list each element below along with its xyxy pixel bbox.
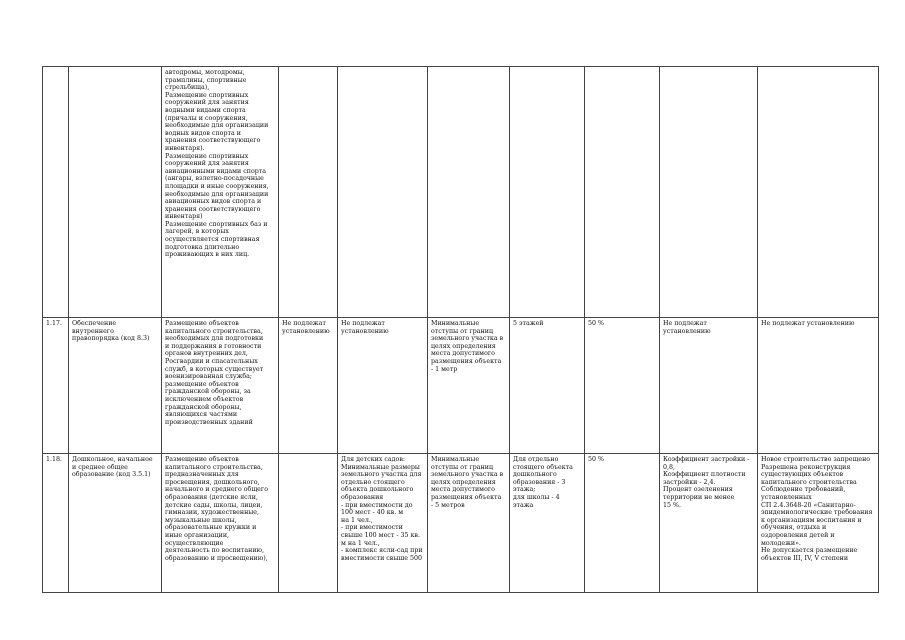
table-cell bbox=[660, 67, 758, 318]
setback-cell: Минимальные отступы от границ земельного участка в целях определения места допустимого размещения объекта - 1 метр bbox=[428, 318, 510, 454]
table-row bbox=[43, 318, 879, 454]
table-cell: Не подлежат установлению bbox=[279, 318, 338, 454]
table-cell: Не подлежат установлению bbox=[660, 318, 758, 454]
use-description-cell: Размещение объектов капитального строительства, предназначенных для просвещения, дошкольного, начального и среднего общего образования (детские ясли, детские сады, школы, лицеи, гимназии, художественные, музыкальные школы, образовательные кружки и иные организации, осуществляющие деятельность по воспитанию, образованию и просвещению), bbox=[162, 454, 279, 593]
table-cell bbox=[279, 67, 338, 318]
table-cell: Не подлежат установлению bbox=[338, 318, 428, 454]
restrictions-cell: Новое строительство запрещено Разрешена реконструкция существующих объектов капитального строительства Соблюдение требований, установленных СП 2.4.3648-20 «Санитарно- эпидемиологические требования к организациям воспитания и обучения, отдыха и оздоровления детей и молодежи». Не допускается размещение объектов III, IV, V степени bbox=[758, 454, 879, 593]
table-cell bbox=[279, 454, 338, 593]
plot-size-cell: Для детских садов: Минимальные размеры земельного участка для отдельно стоящего объекта дошкольного образования - при вместимости до 100 мест - 40 кв. м на 1 чел., - при вместимости свыше 100 мест - 35 кв. м на 1 чел., - комплекс ясли-сад при вместимости свыше 500 bbox=[338, 454, 428, 593]
table-cell bbox=[585, 67, 660, 318]
table-cell bbox=[758, 67, 879, 318]
max-floors-cell: 5 этажей bbox=[510, 318, 585, 454]
use-type-cell: Дошкольное, начальное и среднее общее образование (код 3.5.1) bbox=[69, 454, 162, 593]
coverage-percent-cell: 50 % bbox=[585, 454, 660, 593]
density-cell: Коэффициент застройки - 0,8, Коэффициент плотности застройки - 2,4. Процент озеленения территории не менее 15 %. bbox=[660, 454, 758, 593]
row-number-cell: 1.18. bbox=[43, 454, 69, 593]
table-cell bbox=[510, 67, 585, 318]
table-row bbox=[43, 454, 879, 593]
coverage-percent-cell: 50 % bbox=[585, 318, 660, 454]
use-description-cell: автодромы, мотодромы, трамплины, спортивные стрельбища), Размещение спортивных сооружений для занятия водными видами спорта (причалы и сооружения, необходимые для организации водных видов спорта и хранения соответствующего инвентаря). Размещение спортивных сооружений для занятия авиационными видами спорта (ангары, взлетно-посадочные площадки и иные сооружения, необходимые для организации авиационных видов спорта и хранения соответствующего инвентаря) Размещение спортивных баз и лагерей, в которых осуществляется спортивная подготовка длительно проживающих в них лиц. bbox=[162, 67, 279, 318]
table-row bbox=[43, 67, 879, 318]
restrictions-cell: Не подлежат установлению bbox=[758, 318, 879, 454]
use-description-cell: Размещение объектов капитального строительства, необходимых для подготовки и поддержания в готовности органов внутренних дел, Росгвардии и спасательных служб, в которых существует военизированная служба; размещение объектов гражданской обороны, за исключением объектов гражданской обороны, являющихся частями производственных зданий bbox=[162, 318, 279, 454]
setback-cell: Минимальные отступы от границ земельного участка в целях определения места допустимого размещения объекта - 5 метров bbox=[428, 454, 510, 593]
use-type-cell: Обеспечение внутреннего правопорядка (код 8.3) bbox=[69, 318, 162, 454]
max-floors-cell: Для отдельно стоящего объекта дошкольного образования - 3 этажа; для школы - 4 этажа bbox=[510, 454, 585, 593]
use-type-cell bbox=[69, 67, 162, 318]
table-cell bbox=[338, 67, 428, 318]
row-number-cell bbox=[43, 67, 69, 318]
row-number-cell: 1.17. bbox=[43, 318, 69, 454]
table-cell bbox=[428, 67, 510, 318]
zoning-regulations-table bbox=[42, 66, 879, 593]
